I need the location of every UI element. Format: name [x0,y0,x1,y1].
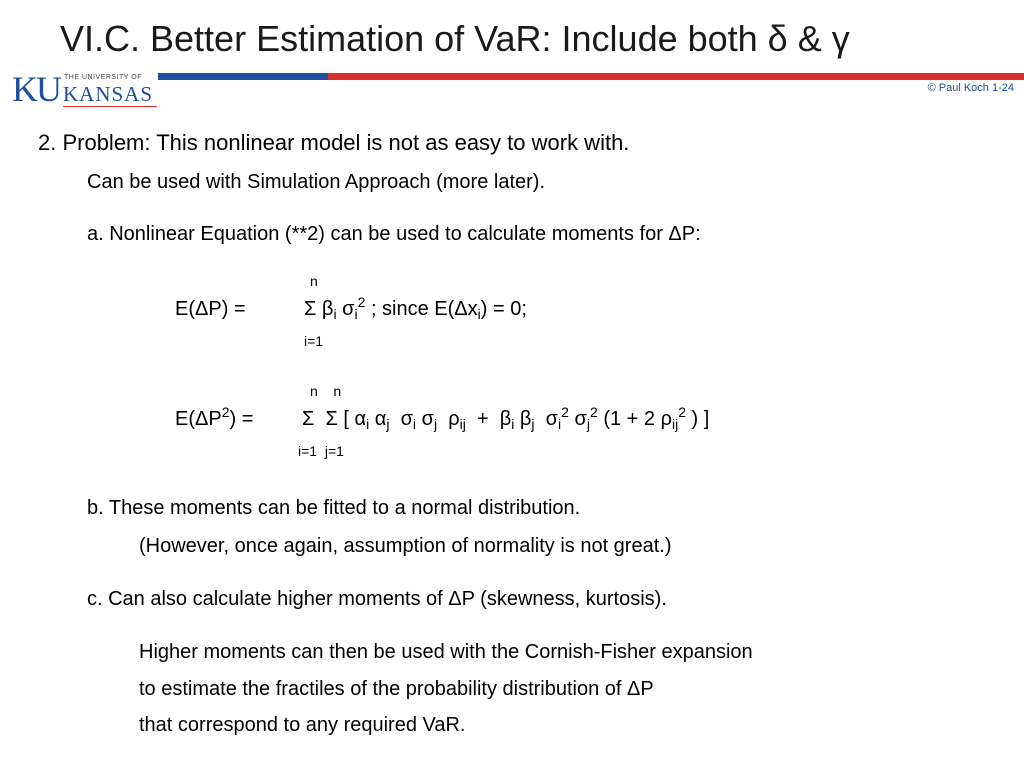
eq1-lower-limit: i=1 [304,333,324,349]
header-bar-red [328,73,1024,80]
item-c-line-1: Higher moments can then be used with the Cornish-Fisher expansion [139,641,753,663]
item-c-line-2: to estimate the fractiles of the probability distribution of ΔP [139,678,654,700]
eq1-lhs: E(ΔP) = [175,298,246,320]
eq2-rhs: Σ Σ [ $\alpha_i$ $\alpha_j$ $\sigma_i$ $\sigma_j$ $\rho_{ij} + \beta_i$ $\beta_j$ $\sigma_i^2$ $\sigma_j^2$ (1 + 2 $\rho_{ij}^2$ ) ] [302,404,710,432]
copyright-note: © Paul Koch 1-24 [927,82,1014,94]
item-c-line-3: that correspond to any required VaR. [139,714,466,736]
eq2-upper-limits: n n [310,383,342,399]
eq2-lhs: $E(\Delta P^2)$ = [175,404,254,430]
ku-logo [12,70,157,108]
item-a: a. Nonlinear Equation (**2) can be used to calculate moments for ΔP: [87,223,701,245]
item-b-sub: (However, once again, assumption of normality is not great.) [139,535,672,557]
ku-logo-top-line: THE UNIVERSITY OF [64,74,142,81]
point-2: 2. Problem: This nonlinear model is not as easy to work with. [38,130,630,155]
eq1-upper-limit: n [310,273,318,289]
ku-logo-kansas: KANSAS [63,82,154,106]
eq1-rhs: Σ $\beta_i$ $\sigma_i^2$ ; since $E(\Delta x_i) = 0$; [304,294,527,322]
ku-logo-underline [63,106,157,107]
item-c: c. Can also calculate higher moments of ΔP (skewness, kurtosis). [87,588,667,610]
eq2-lower-limits: i=1 j=1 [298,443,344,459]
header-bar-blue [158,73,328,80]
item-b: b. These moments can be fitted to a normal distribution. [87,497,581,519]
point-2-sub: Can be used with Simulation Approach (more later). [87,171,546,193]
ku-logo-letters: KU [12,69,60,109]
slide-title: VI.C. Better Estimation of VaR: Include both δ & γ [60,18,850,59]
